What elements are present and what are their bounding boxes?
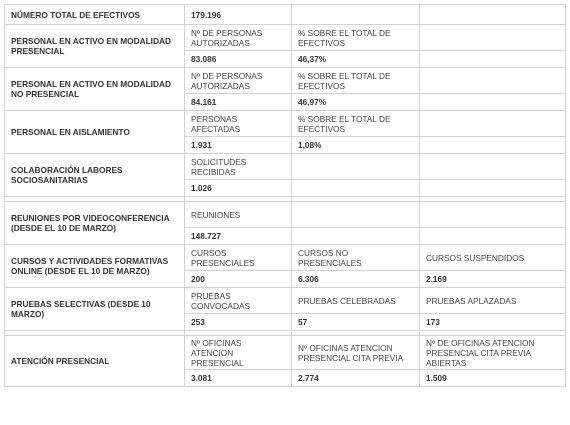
row-label: PERSONAL EN AISLAMIENTO bbox=[5, 111, 185, 154]
cell-value: 1,08% bbox=[292, 137, 420, 154]
empty-cell bbox=[420, 228, 566, 245]
empty-cell bbox=[420, 111, 566, 137]
statistics-table bbox=[4, 4, 566, 387]
table-row bbox=[5, 111, 566, 137]
column-header: SOLICITUDES RECIBIDAS bbox=[185, 154, 292, 180]
cell-value: 1.509 bbox=[420, 370, 566, 387]
column-header: Nº DE OFICINAS ATENCION PRESENCIAL CITA PREVIA ABIERTAS bbox=[420, 336, 566, 370]
column-header: CURSOS NO PRESENCIALES bbox=[292, 245, 420, 271]
empty-cell bbox=[292, 5, 420, 25]
column-header: CURSOS SUSPENDIDOS bbox=[420, 245, 566, 271]
empty-cell bbox=[420, 94, 566, 111]
column-header: Nº OFICINAS ATENCION PRESENCIAL CITA PREVIA bbox=[292, 336, 420, 370]
cell-value: 1.931 bbox=[185, 137, 292, 154]
empty-cell bbox=[420, 25, 566, 51]
empty-cell bbox=[420, 68, 566, 94]
empty-cell bbox=[420, 5, 566, 25]
table-row bbox=[5, 202, 566, 228]
cell-value: 148.727 bbox=[185, 228, 292, 245]
row-label: PERSONAL EN ACTIVO EN MODALIDAD NO PRESENCIAL bbox=[5, 68, 185, 111]
cell-value: 6.306 bbox=[292, 271, 420, 288]
column-header: PERSONAS AFECTADAS bbox=[185, 111, 292, 137]
row-label: NÚMERO TOTAL DE EFECTIVOS bbox=[5, 5, 185, 25]
column-header: % SOBRE EL TOTAL DE EFECTIVOS bbox=[292, 68, 420, 94]
column-header: Nº DE PERSONAS AUTORIZADAS bbox=[185, 68, 292, 94]
empty-cell bbox=[420, 202, 566, 228]
row-label: ATENCIÓN PRESENCIAL bbox=[5, 336, 185, 387]
table-row bbox=[5, 25, 566, 51]
table-row bbox=[5, 5, 566, 25]
row-label: REUNIONES POR VIDEOCONFERENCIA (DESDE EL 10 DE MARZO) bbox=[5, 202, 185, 245]
cell-value: 1.026 bbox=[185, 180, 292, 197]
total-value: 179.196 bbox=[185, 5, 292, 25]
row-label: CURSOS Y ACTIVIDADES FORMATIVAS ONLINE (DESDE EL 10 DE MARZO) bbox=[5, 245, 185, 288]
empty-cell bbox=[292, 228, 420, 245]
column-header: % SOBRE EL TOTAL DE EFECTIVOS bbox=[292, 111, 420, 137]
column-header: PRUEBAS APLAZADAS bbox=[420, 288, 566, 314]
table-row bbox=[5, 68, 566, 94]
table-row bbox=[5, 288, 566, 314]
empty-cell bbox=[292, 154, 420, 180]
column-header: REUNIONES bbox=[185, 202, 292, 228]
empty-cell bbox=[420, 51, 566, 68]
empty-cell bbox=[292, 202, 420, 228]
empty-cell bbox=[420, 180, 566, 197]
table-row bbox=[5, 245, 566, 271]
column-header: PRUEBAS CELEBRADAS bbox=[292, 288, 420, 314]
empty-cell bbox=[292, 180, 420, 197]
row-label: PERSONAL EN ACTIVO EN MODALIDAD PRESENCIAL bbox=[5, 25, 185, 68]
row-label: COLABORACIÓN LABORES SOCIOSANITARIAS bbox=[5, 154, 185, 197]
cell-value: 3.081 bbox=[185, 370, 292, 387]
cell-value: 2.774 bbox=[292, 370, 420, 387]
empty-cell bbox=[420, 154, 566, 180]
cell-value: 84.161 bbox=[185, 94, 292, 111]
cell-value: 253 bbox=[185, 314, 292, 331]
cell-value: 2.169 bbox=[420, 271, 566, 288]
table-row bbox=[5, 154, 566, 180]
cell-value: 46,97% bbox=[292, 94, 420, 111]
row-label: PRUEBAS SELECTIVAS (DESDE 10 MARZO) bbox=[5, 288, 185, 331]
column-header: % SOBRE EL TOTAL DE EFECTIVOS bbox=[292, 25, 420, 51]
cell-value: 200 bbox=[185, 271, 292, 288]
column-header: Nº DE PERSONAS AUTORIZADAS bbox=[185, 25, 292, 51]
cell-value: 173 bbox=[420, 314, 566, 331]
cell-value: 46,37% bbox=[292, 51, 420, 68]
cell-value: 57 bbox=[292, 314, 420, 331]
column-header: Nº OFICINAS ATENCION PRESENCIAL bbox=[185, 336, 292, 370]
column-header: CURSOS PRESENCIALES bbox=[185, 245, 292, 271]
column-header: PRUEBAS CONVOCADAS bbox=[185, 288, 292, 314]
empty-cell bbox=[420, 137, 566, 154]
cell-value: 83.086 bbox=[185, 51, 292, 68]
table-row bbox=[5, 336, 566, 370]
